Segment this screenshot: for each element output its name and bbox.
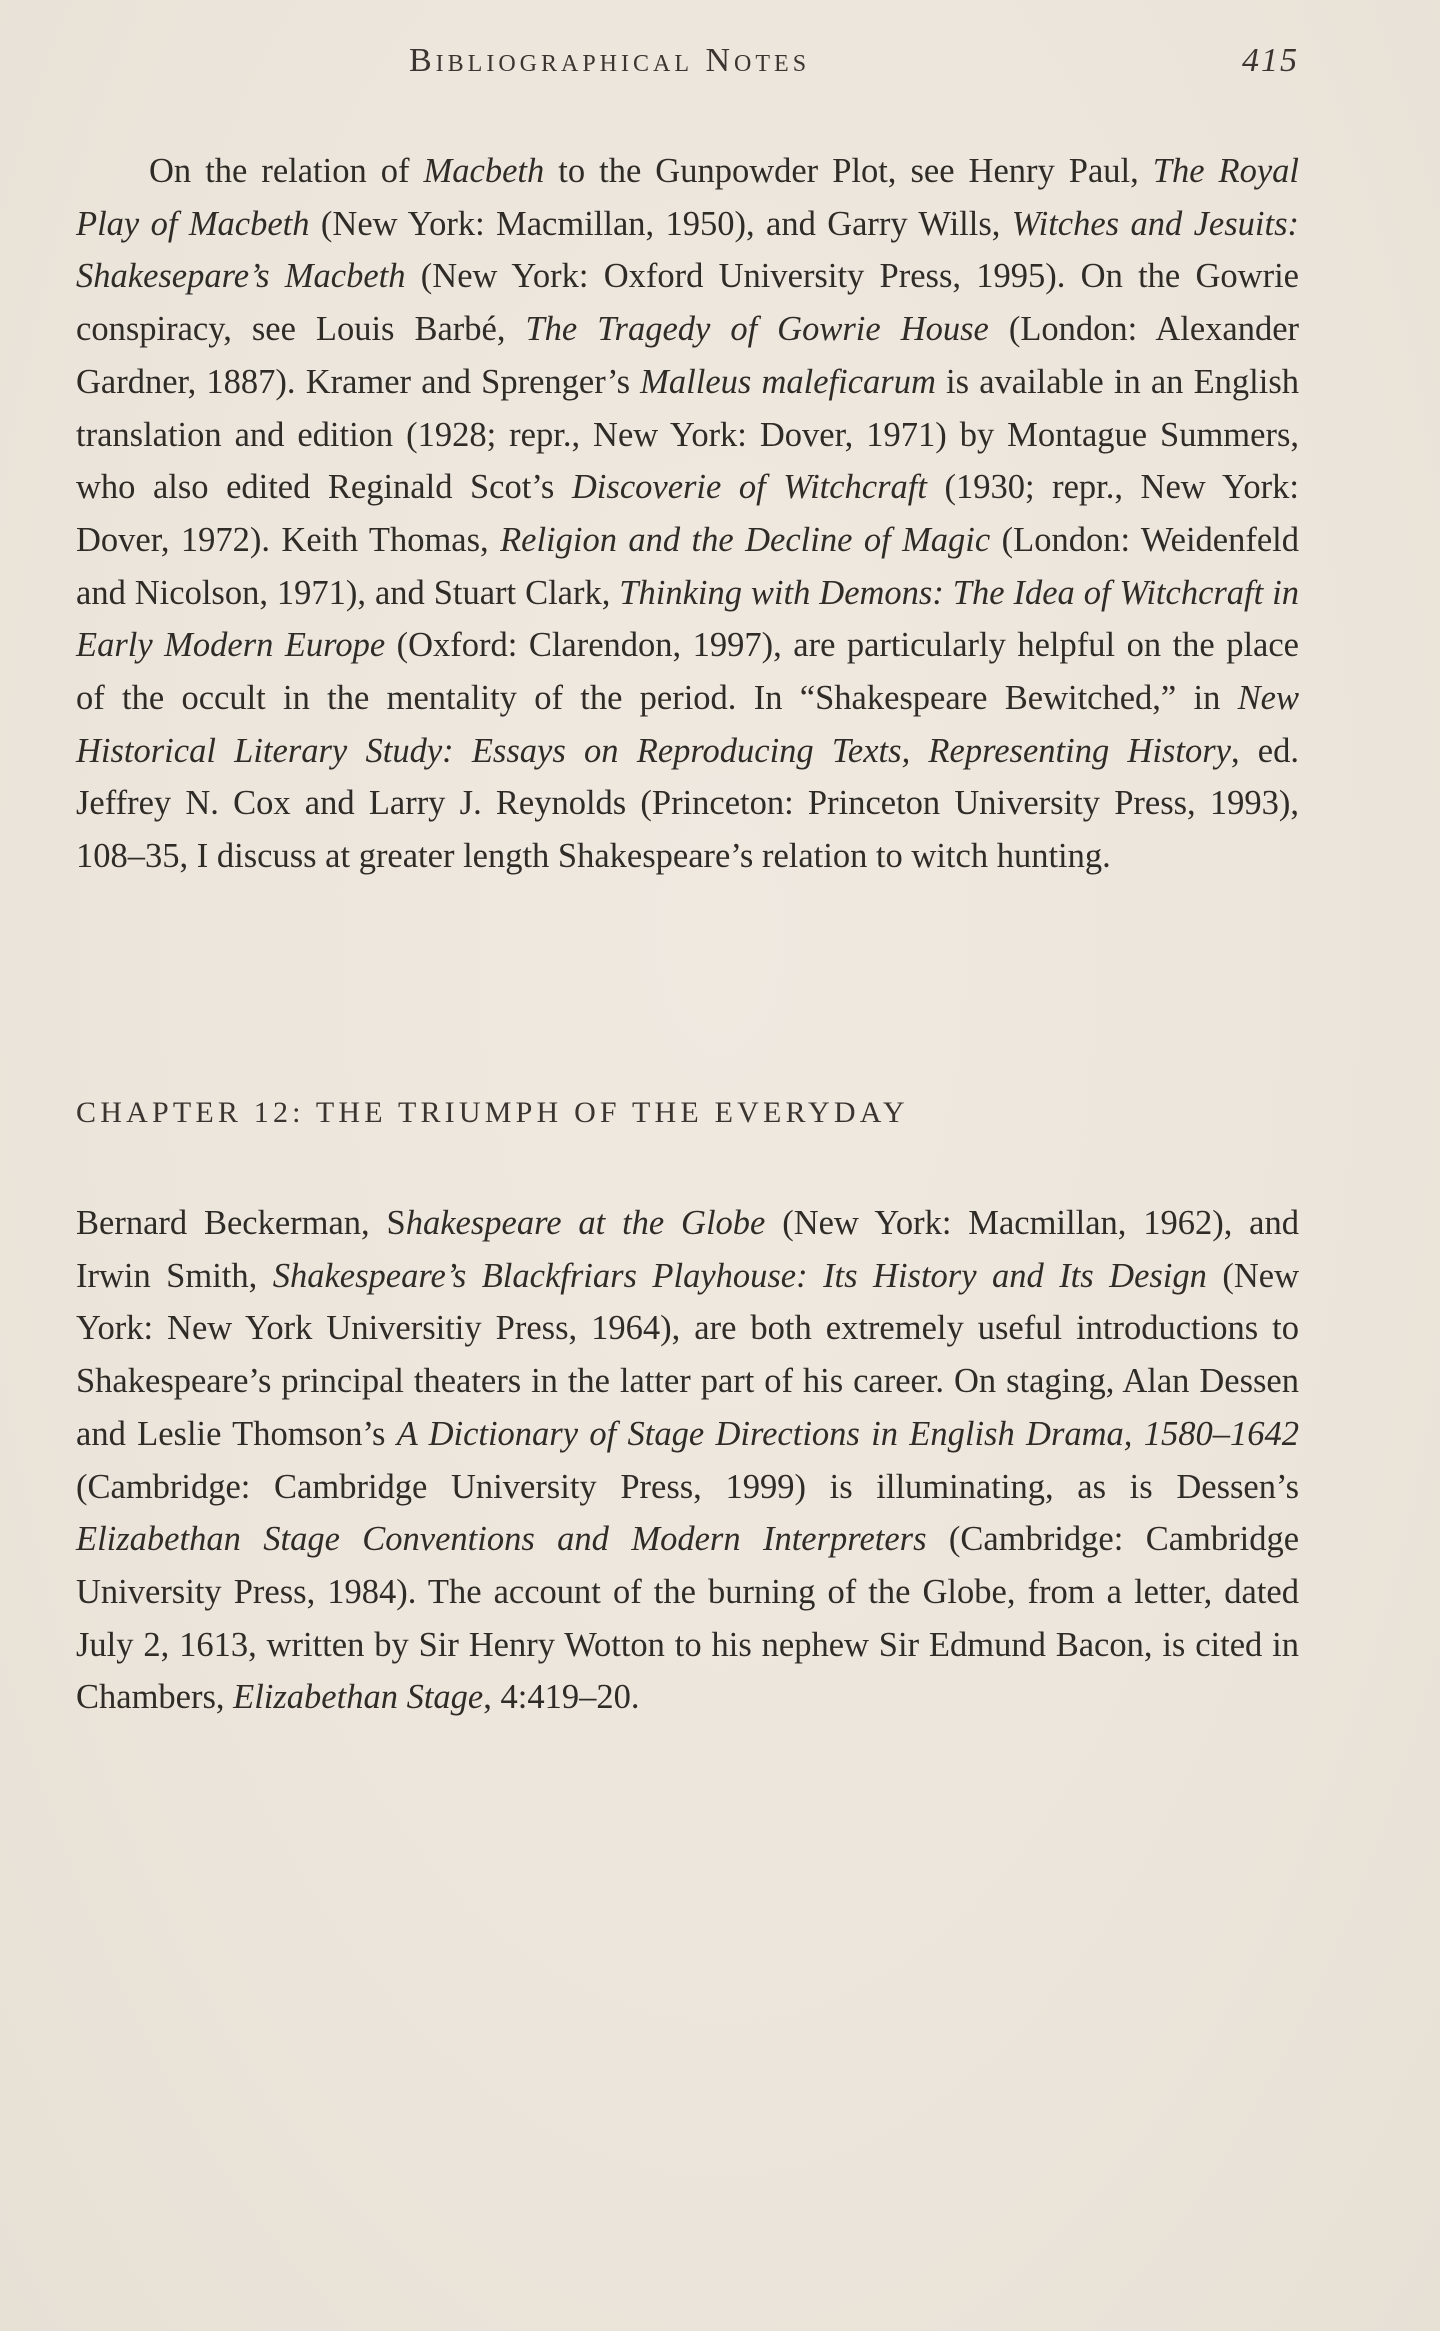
page-number: 415 (1242, 42, 1299, 79)
italic-title: The Royal Play of Macbeth (76, 152, 1300, 243)
italic-title: Discoverie of Witchcraft (571, 468, 927, 507)
text-run: (London: Weidenfeld and Nicolson, 1971), and Stuart Clark, (76, 520, 1299, 612)
text-run: , ed. Jeffrey N. Cox and Larry J. Reynolds (Princeton: Princeton University Press, 1993), 108–35, I discuss at greater length Shakespeare’s relation to witch hunting. (76, 731, 1299, 876)
paragraph-everyday-notes (76, 1197, 1299, 1724)
italic-title: Malleus maleficarum (640, 362, 936, 401)
italic-title: Thinking with Demons: The Idea of Witchcraft in Early Modern Europe (76, 573, 1300, 665)
text-run: is available in an English translation and edition (1928; repr., New York: Dover, 1971) by Montague Summers, who also edited Reginald Scot’s (76, 362, 1299, 507)
text-run: (New York: Macmillan, 1950), and Garry Wills, (309, 204, 1012, 243)
italic-title: New Historical Literary Study: Essays on Reproducing Texts, Representing History (76, 679, 1299, 770)
text-run: Bernard Beckerman, S (76, 1204, 406, 1242)
text-run: (New York: New York Universitiy Press, 1964), are both extremely useful introductions to Shakespeare’s principal theaters in the latter part of his career. On staging, Alan Dessen and Leslie Thomson’s (76, 1256, 1299, 1453)
text-run: (Cambridge: Cambridge University Press, 1984). The account of the burning of the Globe, from a letter, dated July 2, 1613, written by Sir Henry Wotton to his nephew Sir Edmund Bacon, is cited in Chambers, (76, 1520, 1300, 1717)
text-run: , 4:419–20. (483, 1678, 640, 1717)
running-head (76, 42, 1299, 86)
text-run: to the Gunpowder Plot, see Henry Paul, (544, 152, 1153, 190)
text-run: (London: Alexander Gardner, 1887). Kramer and Sprenger’s (76, 310, 1300, 401)
italic-title: Witches and Jesuits: Shakesepare’s Macbeth (76, 204, 1300, 296)
paragraph-gunpowder-plot-notes (76, 145, 1299, 883)
italic-title: Elizabethan Stage Conventions and Modern Interpreters (76, 1520, 927, 1559)
italic-title: Macbeth (423, 152, 545, 190)
italic-title: Elizabethan Stage (233, 1678, 484, 1717)
text-run: On the relation of (149, 152, 424, 190)
italic-title: Shakespeare’s Blackfriars Playhouse: Its History and Its Design (272, 1256, 1207, 1295)
text-run: (New York: Oxford University Press, 1995). On the Gowrie conspiracy, see Louis Barbé, (76, 257, 1299, 349)
running-head-title: Bibliographical Notes (409, 42, 811, 79)
italic-title: A Dictionary of Stage Directions in English Drama, 1580–1642 (396, 1414, 1299, 1453)
text-run: (Oxford: Clarendon, 1997), are particularly helpful on the place of the occult in the mentality of the period. In “Shakespeare Bewitched,” in (76, 626, 1299, 718)
text-run: (1930; repr., New York: Dover, 1972). Keith Thomas, (76, 468, 1299, 559)
text-run: (New York: Macmillan, 1962), and Irwin Smith, (76, 1204, 1299, 1295)
chapter-heading: CHAPTER 12: THE TRIUMPH OF THE EVERYDAY (76, 1096, 909, 1129)
italic-title: Religion and the Decline of Magic (500, 520, 991, 559)
text-run: (Cambridge: Cambridge University Press, 1999) is illuminating, as is Dessen’s (76, 1467, 1299, 1506)
italic-title: The Tragedy of Gowrie House (525, 310, 989, 349)
italic-title: hakespeare at the Globe (405, 1204, 766, 1242)
